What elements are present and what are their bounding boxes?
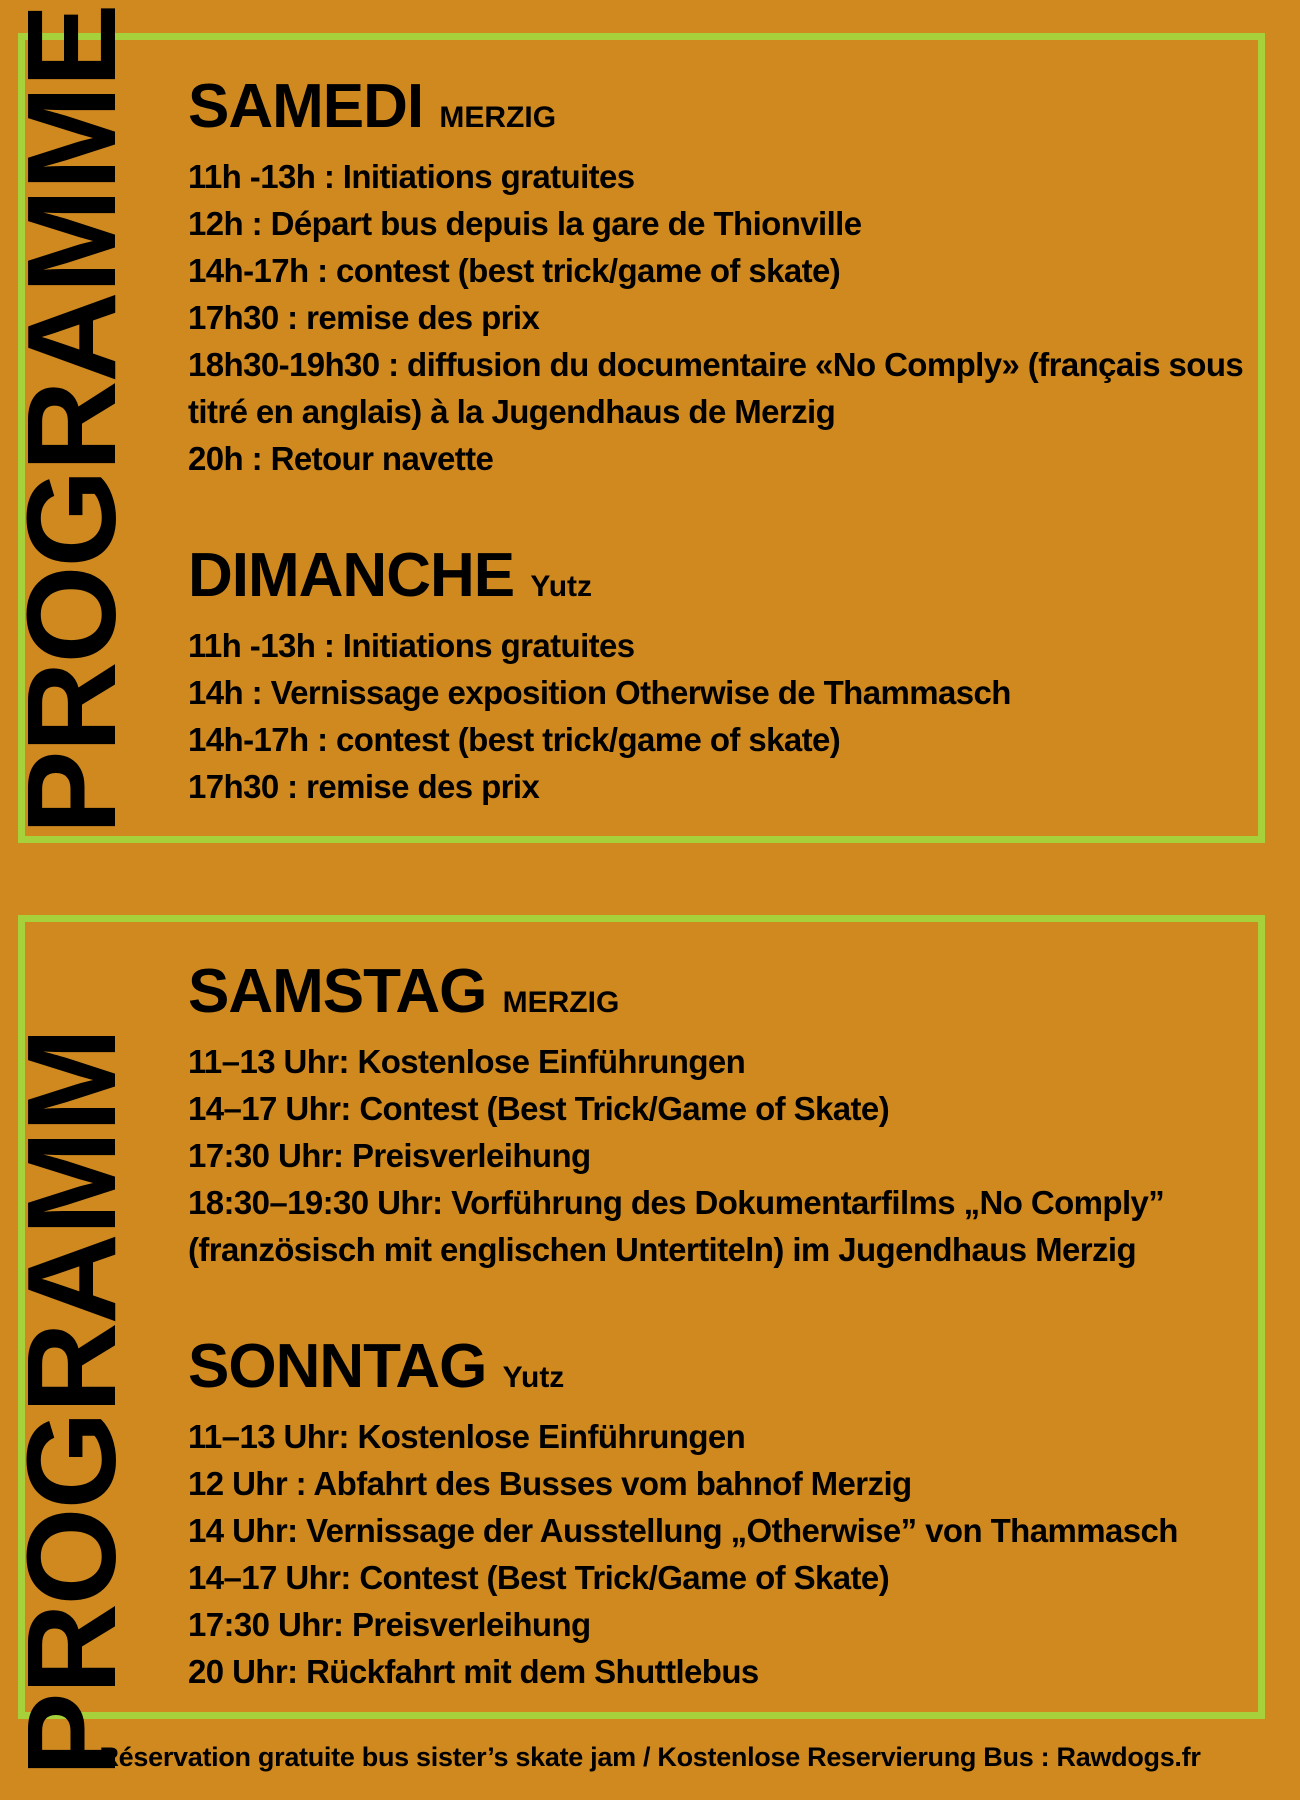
schedule-item: 11h -13h : Initiations gratuites [188, 158, 635, 195]
schedule-item: 12h : Départ bus depuis la gare de Thionville [188, 205, 862, 242]
programm-content-de [188, 957, 1248, 1695]
day-place: Yutz [502, 1361, 565, 1394]
schedule-item: 14–17 Uhr: Contest (Best Trick/Game of Skate) [188, 1559, 890, 1596]
day-name: SAMEDI [188, 72, 424, 141]
schedule-list-samstag [188, 1038, 1248, 1273]
schedule-list-dimanche [188, 622, 1248, 810]
day-heading-sonntag [188, 1332, 1248, 1413]
schedule-item: 17h30 : remise des prix [188, 768, 540, 805]
schedule-item: 14h : Vernissage exposition Otherwise de Thammasch [188, 674, 1011, 711]
day-heading-samedi [188, 72, 1248, 153]
schedule-list-samedi [188, 153, 1248, 482]
vertical-title-de: PROGRAMM [1, 1029, 142, 1777]
schedule-item: 18:30–19:30 Uhr: Vorführung des Dokumentarfilms „No Comply” (französisch mit englischen Untertiteln) im Jugendhaus Merzig [188, 1184, 1165, 1268]
schedule-item: 18h30-19h30 : diffusion du documentaire «No Comply» (français sous titré en anglais) à la Jugendhaus de Merzig [188, 346, 1244, 430]
day-name: SAMSTAG [188, 957, 487, 1026]
schedule-item: 11h -13h : Initiations gratuites [188, 627, 635, 664]
schedule-item: 17h30 : remise des prix [188, 299, 540, 336]
day-place: MERZIG [439, 101, 557, 134]
schedule-item: 20 Uhr: Rückfahrt mit dem Shuttlebus [188, 1653, 759, 1690]
day-heading-samstag [188, 957, 1248, 1038]
day-heading-dimanche [188, 541, 1248, 622]
schedule-item: 17:30 Uhr: Preisverleihung [188, 1606, 591, 1643]
vertical-title-fr: PROGRAMME [1, 5, 142, 835]
reservation-footer: Réservation gratuite bus sister’s skate jam / Kostenlose Reservierung Bus : Rawdogs.fr [99, 1742, 1201, 1772]
schedule-item: 14–17 Uhr: Contest (Best Trick/Game of Skate) [188, 1090, 890, 1127]
schedule-item: 14h-17h : contest (best trick/game of skate) [188, 721, 841, 758]
day-name: DIMANCHE [188, 541, 515, 610]
schedule-item: 17:30 Uhr: Preisverleihung [188, 1137, 591, 1174]
schedule-item: 11–13 Uhr: Kostenlose Einführungen [188, 1418, 746, 1455]
schedule-item: 20h : Retour navette [188, 440, 494, 477]
day-place: MERZIG [502, 986, 620, 1019]
day-name: SONNTAG [188, 1332, 487, 1401]
schedule-item: 14h-17h : contest (best trick/game of skate) [188, 252, 841, 289]
schedule-item: 12 Uhr : Abfahrt des Busses vom bahnof Merzig [188, 1465, 912, 1502]
schedule-item: 14 Uhr: Vernissage der Ausstellung „Otherwise” von Thammasch [188, 1512, 1178, 1549]
schedule-item: 11–13 Uhr: Kostenlose Einführungen [188, 1043, 746, 1080]
day-place: Yutz [530, 570, 593, 603]
schedule-list-sonntag [188, 1413, 1248, 1695]
programme-content-fr [188, 72, 1248, 810]
